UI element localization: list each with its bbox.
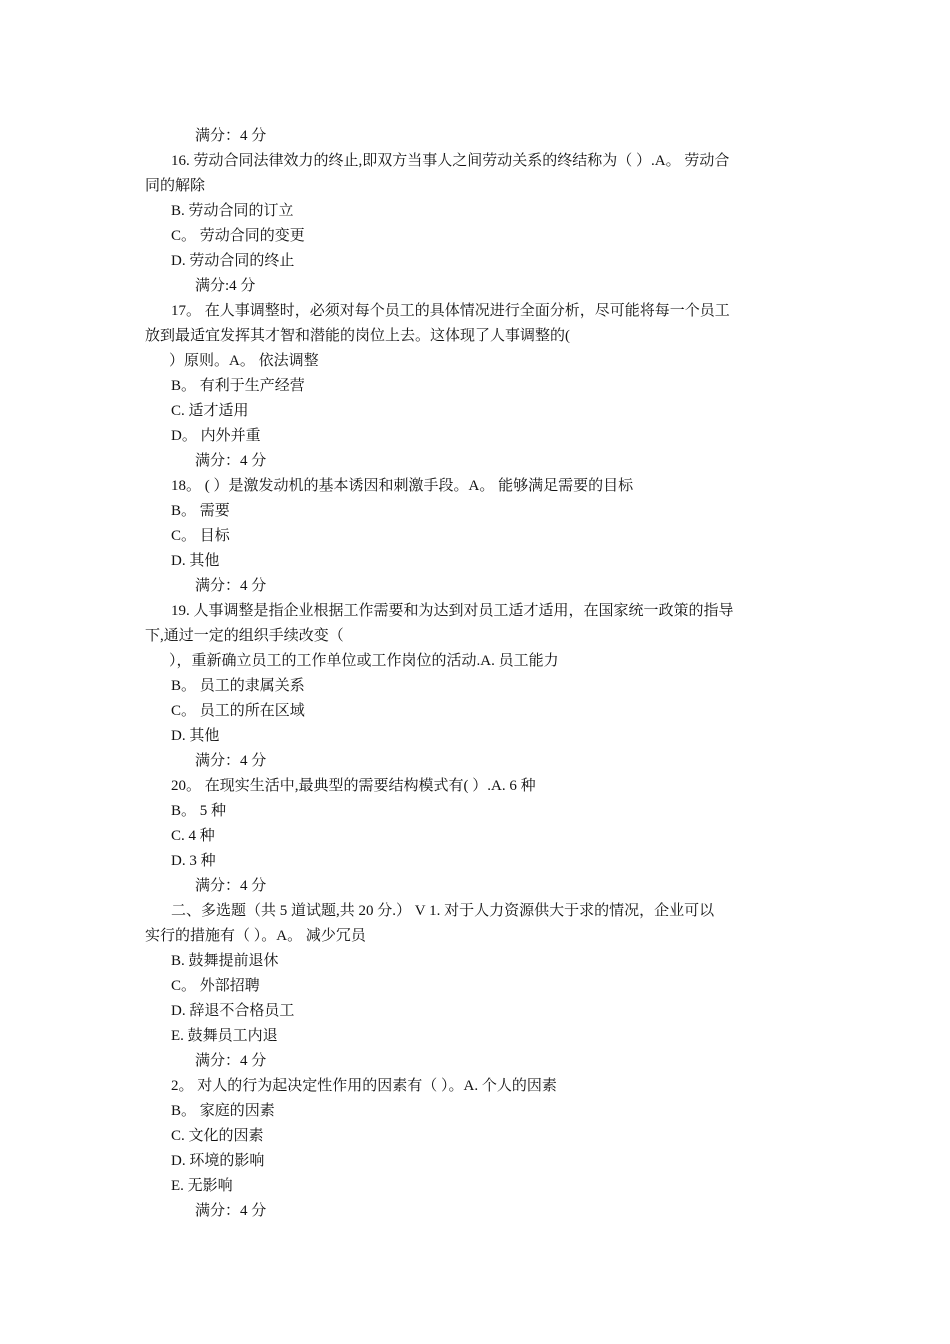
score-line: 满分:4 分 [195,278,256,294]
score-line: 满分：4 分 [195,453,267,469]
option-d: D. 环境的影响 [171,1153,265,1169]
score-line: 满分：4 分 [195,753,267,769]
option-c: C。 外部招聘 [171,978,260,994]
question-17-line-2: 放到最适宜发挥其才智和潜能的岗位上去。这体现了人事调整的( [145,328,570,344]
question-17-line-3: ）原则。A。 依法调整 [169,353,319,369]
question-20-line-1: 20。 在现实生活中,最典型的需要结构模式有( ）.A. 6 种 [171,778,536,794]
option-b: B。 家庭的因素 [171,1103,275,1119]
score-line: 满分：4 分 [195,878,267,894]
option-d: D. 辞退不合格员工 [171,1003,295,1019]
option-e: E. 鼓舞员工内退 [171,1028,278,1044]
question-19-line-3: ），重新确立员工的工作单位或工作岗位的活动.A. 员工能力 [169,653,559,669]
option-b: B。 员工的隶属关系 [171,678,305,694]
question-19-line-1: 19. 人事调整是指企业根据工作需要和为达到对员工适才适用，在国家统一政策的指导 [171,603,734,619]
option-c: C。 劳动合同的变更 [171,228,305,244]
score-line: 满分：4 分 [195,1053,267,1069]
question-17-line-1: 17。 在人事调整时，必须对每个员工的具体情况进行全面分析，尽可能将每一个员工 [171,303,730,319]
option-b: B. 鼓舞提前退休 [171,953,279,969]
option-c: C。 员工的所在区域 [171,703,305,719]
option-d: D. 其他 [171,553,220,569]
score-line: 满分：4 分 [195,578,267,594]
option-c: C. 适才适用 [171,403,249,419]
question-19-line-2: 下,通过一定的组织手续改变（ [145,628,344,644]
score-line: 满分：4 分 [195,1203,267,1219]
multi-question-2-line-1: 2。 对人的行为起决定性作用的因素有（ ）。A. 个人的因素 [171,1078,557,1094]
option-d: D. 其他 [171,728,220,744]
option-d: D。 内外并重 [171,428,261,444]
option-c: C。 目标 [171,528,230,544]
option-b: B。 5 种 [171,803,227,819]
option-e: E. 无影响 [171,1178,233,1194]
option-d: D. 3 种 [171,853,216,869]
multi-question-1-line-2: 实行的措施有（ ）。A。 减少冗员 [145,928,366,944]
option-c: C. 文化的因素 [171,1128,264,1144]
question-18-line-1: 18。 ( ）是激发动机的基本诱因和刺激手段。A。 能够满足需要的目标 [171,478,634,494]
option-d: D. 劳动合同的终止 [171,253,295,269]
option-b: B。 有利于生产经营 [171,378,305,394]
option-b: B。 需要 [171,503,230,519]
question-16-line-2: 同的解除 [145,178,206,194]
question-16-line-1: 16. 劳动合同法律效力的终止,即双方当事人之间劳动关系的终结称为（ ）.A。 劳动合 [171,153,730,169]
option-c: C. 4 种 [171,828,215,844]
section-multi-choice-header: 二、多选题（共 5 道试题,共 20 分.） V 1. 对于人力资源供大于求的情况，企业可以 [171,903,715,919]
option-b: B. 劳动合同的订立 [171,203,294,219]
score-line: 满分：4 分 [195,128,267,144]
